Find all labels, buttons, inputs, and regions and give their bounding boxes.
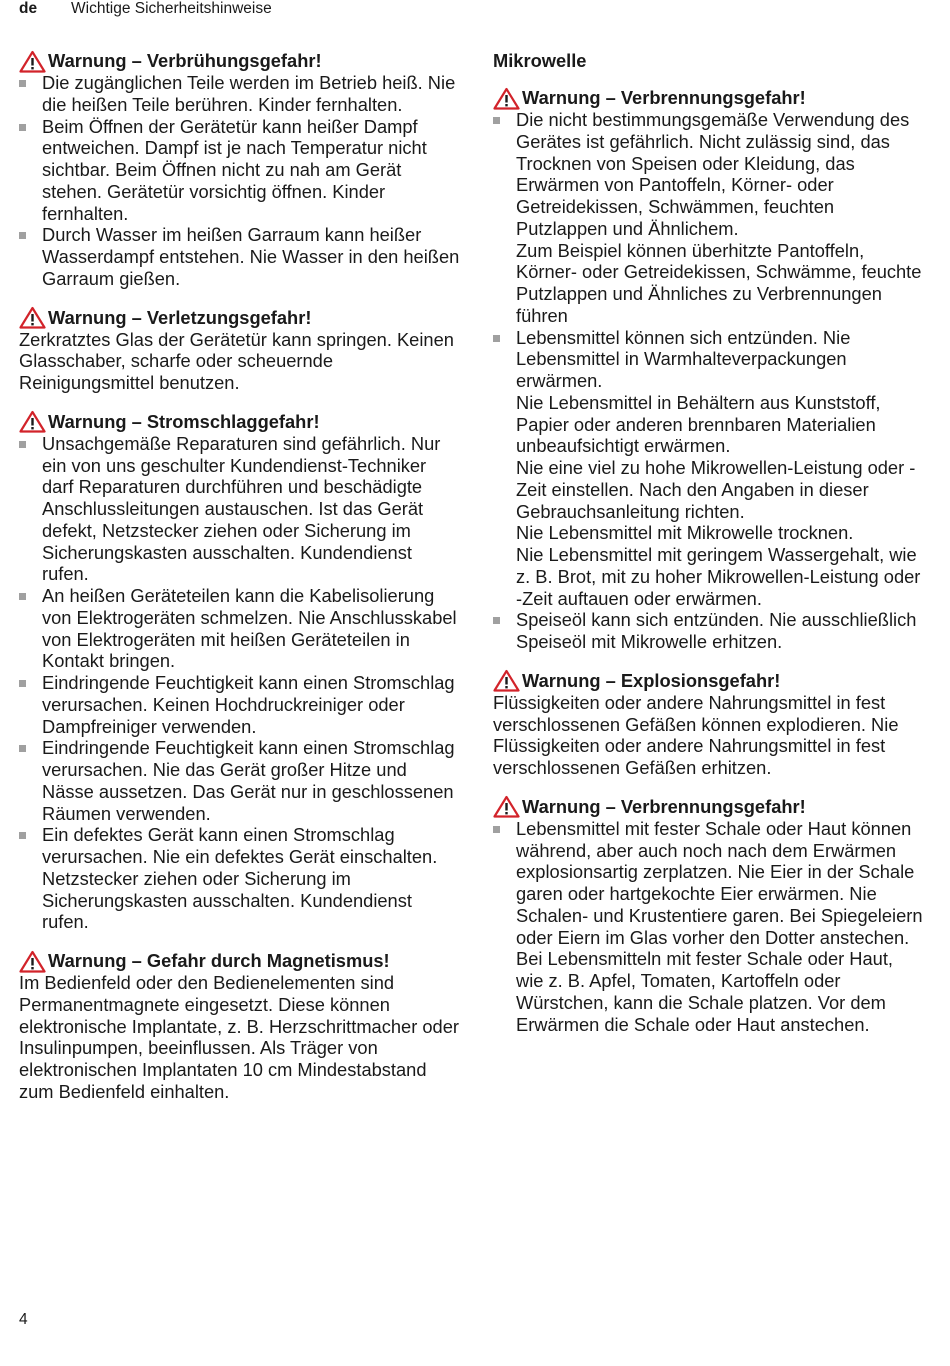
right-sections (493, 87, 923, 1035)
bullet-square-icon (493, 826, 500, 833)
bullet-item (493, 609, 923, 653)
bullet-square-icon (19, 680, 26, 687)
language-code: de (19, 0, 38, 17)
bullet-item (19, 737, 461, 824)
warning-triangle-icon (493, 795, 522, 818)
bullet-square-icon (19, 232, 26, 239)
warning-title-text: Warnung – Verbrennungsgefahr! (522, 87, 806, 109)
warning-block (493, 87, 923, 653)
bullet-item (19, 72, 461, 116)
bullet-list (19, 433, 461, 933)
bullet-item (493, 818, 923, 1036)
warning-block (19, 950, 461, 1103)
warning-heading (19, 411, 461, 433)
page-section-title: Wichtige Sicherheitshinweise (71, 0, 272, 17)
bullet-square-icon (19, 745, 26, 752)
warning-heading (19, 950, 461, 972)
warning-heading (493, 87, 923, 109)
warning-text: Flüssigkeiten oder andere Nahrungsmittel in fest verschlossenen Gefäßen können explodieren. Nie Flüssigkeiten oder andere Nahrungsmittel in fest verschlossenen Gefäßen erhitzen. (493, 691, 899, 778)
warning-title-text: Warnung – Verletzungsgefahr! (48, 306, 312, 328)
warning-block (19, 411, 461, 933)
warning-triangle-icon (493, 87, 522, 110)
left-column (19, 50, 461, 1120)
bullet-item (19, 224, 461, 289)
bullet-item (19, 824, 461, 933)
bullet-square-icon (493, 617, 500, 624)
warning-text: Zerkratztes Glas der Gerätetür kann springen. Keinen Glasschaber, scharfe oder scheuernde Reinigungsmittel benutzen. (19, 328, 454, 393)
bullet-paragraph: Nie eine viel zu hohe Mikrowellen-Leistung oder -Zeit einstellen. Nach den Angaben in dieser Gebrauchsanleitung richten. (516, 457, 916, 522)
warning-title-text: Warnung – Stromschlaggefahr! (48, 410, 320, 432)
bullet-text: Beim Öffnen der Gerätetür kann heißer Dampf entweichen. Dampf ist je nach Temperatur nicht sichtbar. Beim Öffnen nicht zu nah am Gerät stehen. Gerätetür vorsichtig öffnen. Kinder fernhalten. (42, 115, 427, 224)
bullet-item (19, 672, 461, 737)
bullet-paragraph: Lebensmittel können sich entzünden. Nie Lebensmittel in Warmhalteverpackungen erwärmen. (516, 326, 851, 391)
warning-block (493, 796, 923, 1036)
bullet-text: An heißen Geräteteilen kann die Kabelisolierung von Elektrogeräten schmelzen. Nie Anschlusskabel von Elektrogeräten mit heißen Geräteteilen in Kontakt bringen. (42, 585, 457, 672)
bullet-paragraph: Zum Beispiel können überhitzte Pantoffeln, Körner- oder Getreidekissen, Schwämme, feuchte Putzlappen und Ähnliches zu Verbrennungen führen (516, 239, 922, 326)
warning-heading (493, 670, 923, 692)
bullet-list (493, 109, 923, 653)
right-column (493, 50, 923, 1052)
bullet-text: Ein defektes Gerät kann einen Stromschlag verursachen. Nie ein defektes Gerät einschalten. Netzstecker ziehen oder Sicherung im Sicherungskasten ausschalten. Kundendienst rufen. (42, 824, 438, 933)
bullet-text: Durch Wasser im heißen Garraum kann heißer Wasserdampf entstehen. Nie Wasser in den heißen Garraum gießen. (42, 224, 460, 289)
bullet-paragraph: Nie Lebensmittel in Behältern aus Kunststoff, Papier oder anderen brennbaren Materialien unbeaufsichtigt erwärmen. (516, 391, 881, 457)
bullet-paragraph: Die nicht bestimmungsgemäße Verwendung des Gerätes ist gefährlich. Nicht zulässig sind, das Trocknen von Speisen oder Kleidung, das Erwärmen von Pantoffeln, Körner- oder Getreidekissen, Schwämmen, feuchten Putzlappen und Ähnlichem. (516, 109, 910, 239)
warning-triangle-icon (493, 669, 522, 692)
bullet-item (19, 116, 461, 225)
page-number: 4 (19, 1311, 28, 1328)
warning-title-text: Warnung – Verbrennungsgefahr! (522, 795, 806, 817)
warning-title-text: Warnung – Verbrühungsgefahr! (48, 50, 322, 72)
bullet-paragraph: Nie Lebensmittel mit geringem Wassergehalt, wie z. B. Brot, mit zu hoher Mikrowellen-Leistung oder -Zeit auftauen oder erwärmen. (516, 544, 921, 609)
warning-title-text: Warnung – Explosionsgefahr! (522, 669, 781, 691)
bullet-paragraph: Lebensmittel mit fester Schale oder Haut können während, aber auch noch nach dem Erwärmen explosionsartig zerplatzen. Nie Eier in der Schale garen oder hartgekochte Eier erwärmen. Nie Schalen- und Krustentiere garen. Bei Spiegeleiern oder Eiern im Glas vorher den Dotter anstechen. Bei Lebensmitteln mit fester Schale oder Haut, wie z. B. Apfel, Tomaten, Kartoffeln oder Würstchen, kann die Schale platzen. Vor dem Erwärmen die Schale oder Haut anstechen. (516, 817, 923, 1035)
bullet-text: Unsachgemäße Reparaturen sind gefährlich. Nur ein von uns geschulter Kundendienst-Techniker darf Reparaturen durchführen und beschädigte Anschlussleitungen austauschen. Ist das Gerät defekt, Netzstecker ziehen oder Sicherung im Sicherungskasten ausschalten. Kundendienst rufen. (42, 432, 441, 585)
warning-block (493, 670, 923, 779)
bullet-square-icon (493, 117, 500, 124)
bullet-item (493, 109, 923, 327)
bullet-item (19, 433, 461, 585)
warning-heading (19, 307, 461, 329)
warning-heading (19, 50, 461, 72)
warning-triangle-icon (19, 410, 48, 433)
bullet-square-icon (19, 593, 26, 600)
warning-block (19, 307, 461, 394)
warning-heading (493, 796, 923, 818)
bullet-list (19, 72, 461, 290)
bullet-text: Eindringende Feuchtigkeit kann einen Stromschlag verursachen. Nie das Gerät großer Hitze und Nässe aussetzen. Das Gerät nur in geschlossenen Räumen verwenden. (42, 737, 455, 824)
warning-triangle-icon (19, 306, 48, 329)
bullet-paragraph: Speiseöl kann sich entzünden. Nie ausschließlich Speiseöl mit Mikrowelle erhitzen. (516, 609, 917, 652)
bullet-text: Die zugänglichen Teile werden im Betrieb heiß. Nie die heißen Teile berühren. Kinder fernhalten. (42, 72, 456, 115)
bullet-item (19, 585, 461, 672)
warning-title-text: Warnung – Gefahr durch Magnetismus! (48, 950, 390, 972)
warning-block (19, 50, 461, 290)
bullet-paragraph: Nie Lebensmittel mit Mikrowelle trocknen. (516, 522, 854, 544)
section-heading-mikrowelle: Mikrowelle (493, 50, 587, 71)
bullet-text: Eindringende Feuchtigkeit kann einen Stromschlag verursachen. Keinen Hochdruckreiniger oder Dampfreiniger verwenden. (42, 672, 455, 737)
bullet-square-icon (19, 441, 26, 448)
bullet-square-icon (19, 80, 26, 87)
bullet-square-icon (19, 124, 26, 131)
bullet-item (493, 327, 923, 610)
warning-triangle-icon (19, 50, 48, 73)
bullet-list (493, 818, 923, 1036)
warning-triangle-icon (19, 950, 48, 973)
bullet-square-icon (19, 832, 26, 839)
warning-text: Im Bedienfeld oder den Bedienelementen sind Permanentmagnete eingesetzt. Diese können elektronische Implantate, z. B. Herzschrittmacher oder Insulinpumpen, beeinflussen. Als Träger von elektronischen Implantaten 10 cm Mindestabstand zum Bedienfeld einhalten. (19, 972, 459, 1102)
bullet-square-icon (493, 335, 500, 342)
